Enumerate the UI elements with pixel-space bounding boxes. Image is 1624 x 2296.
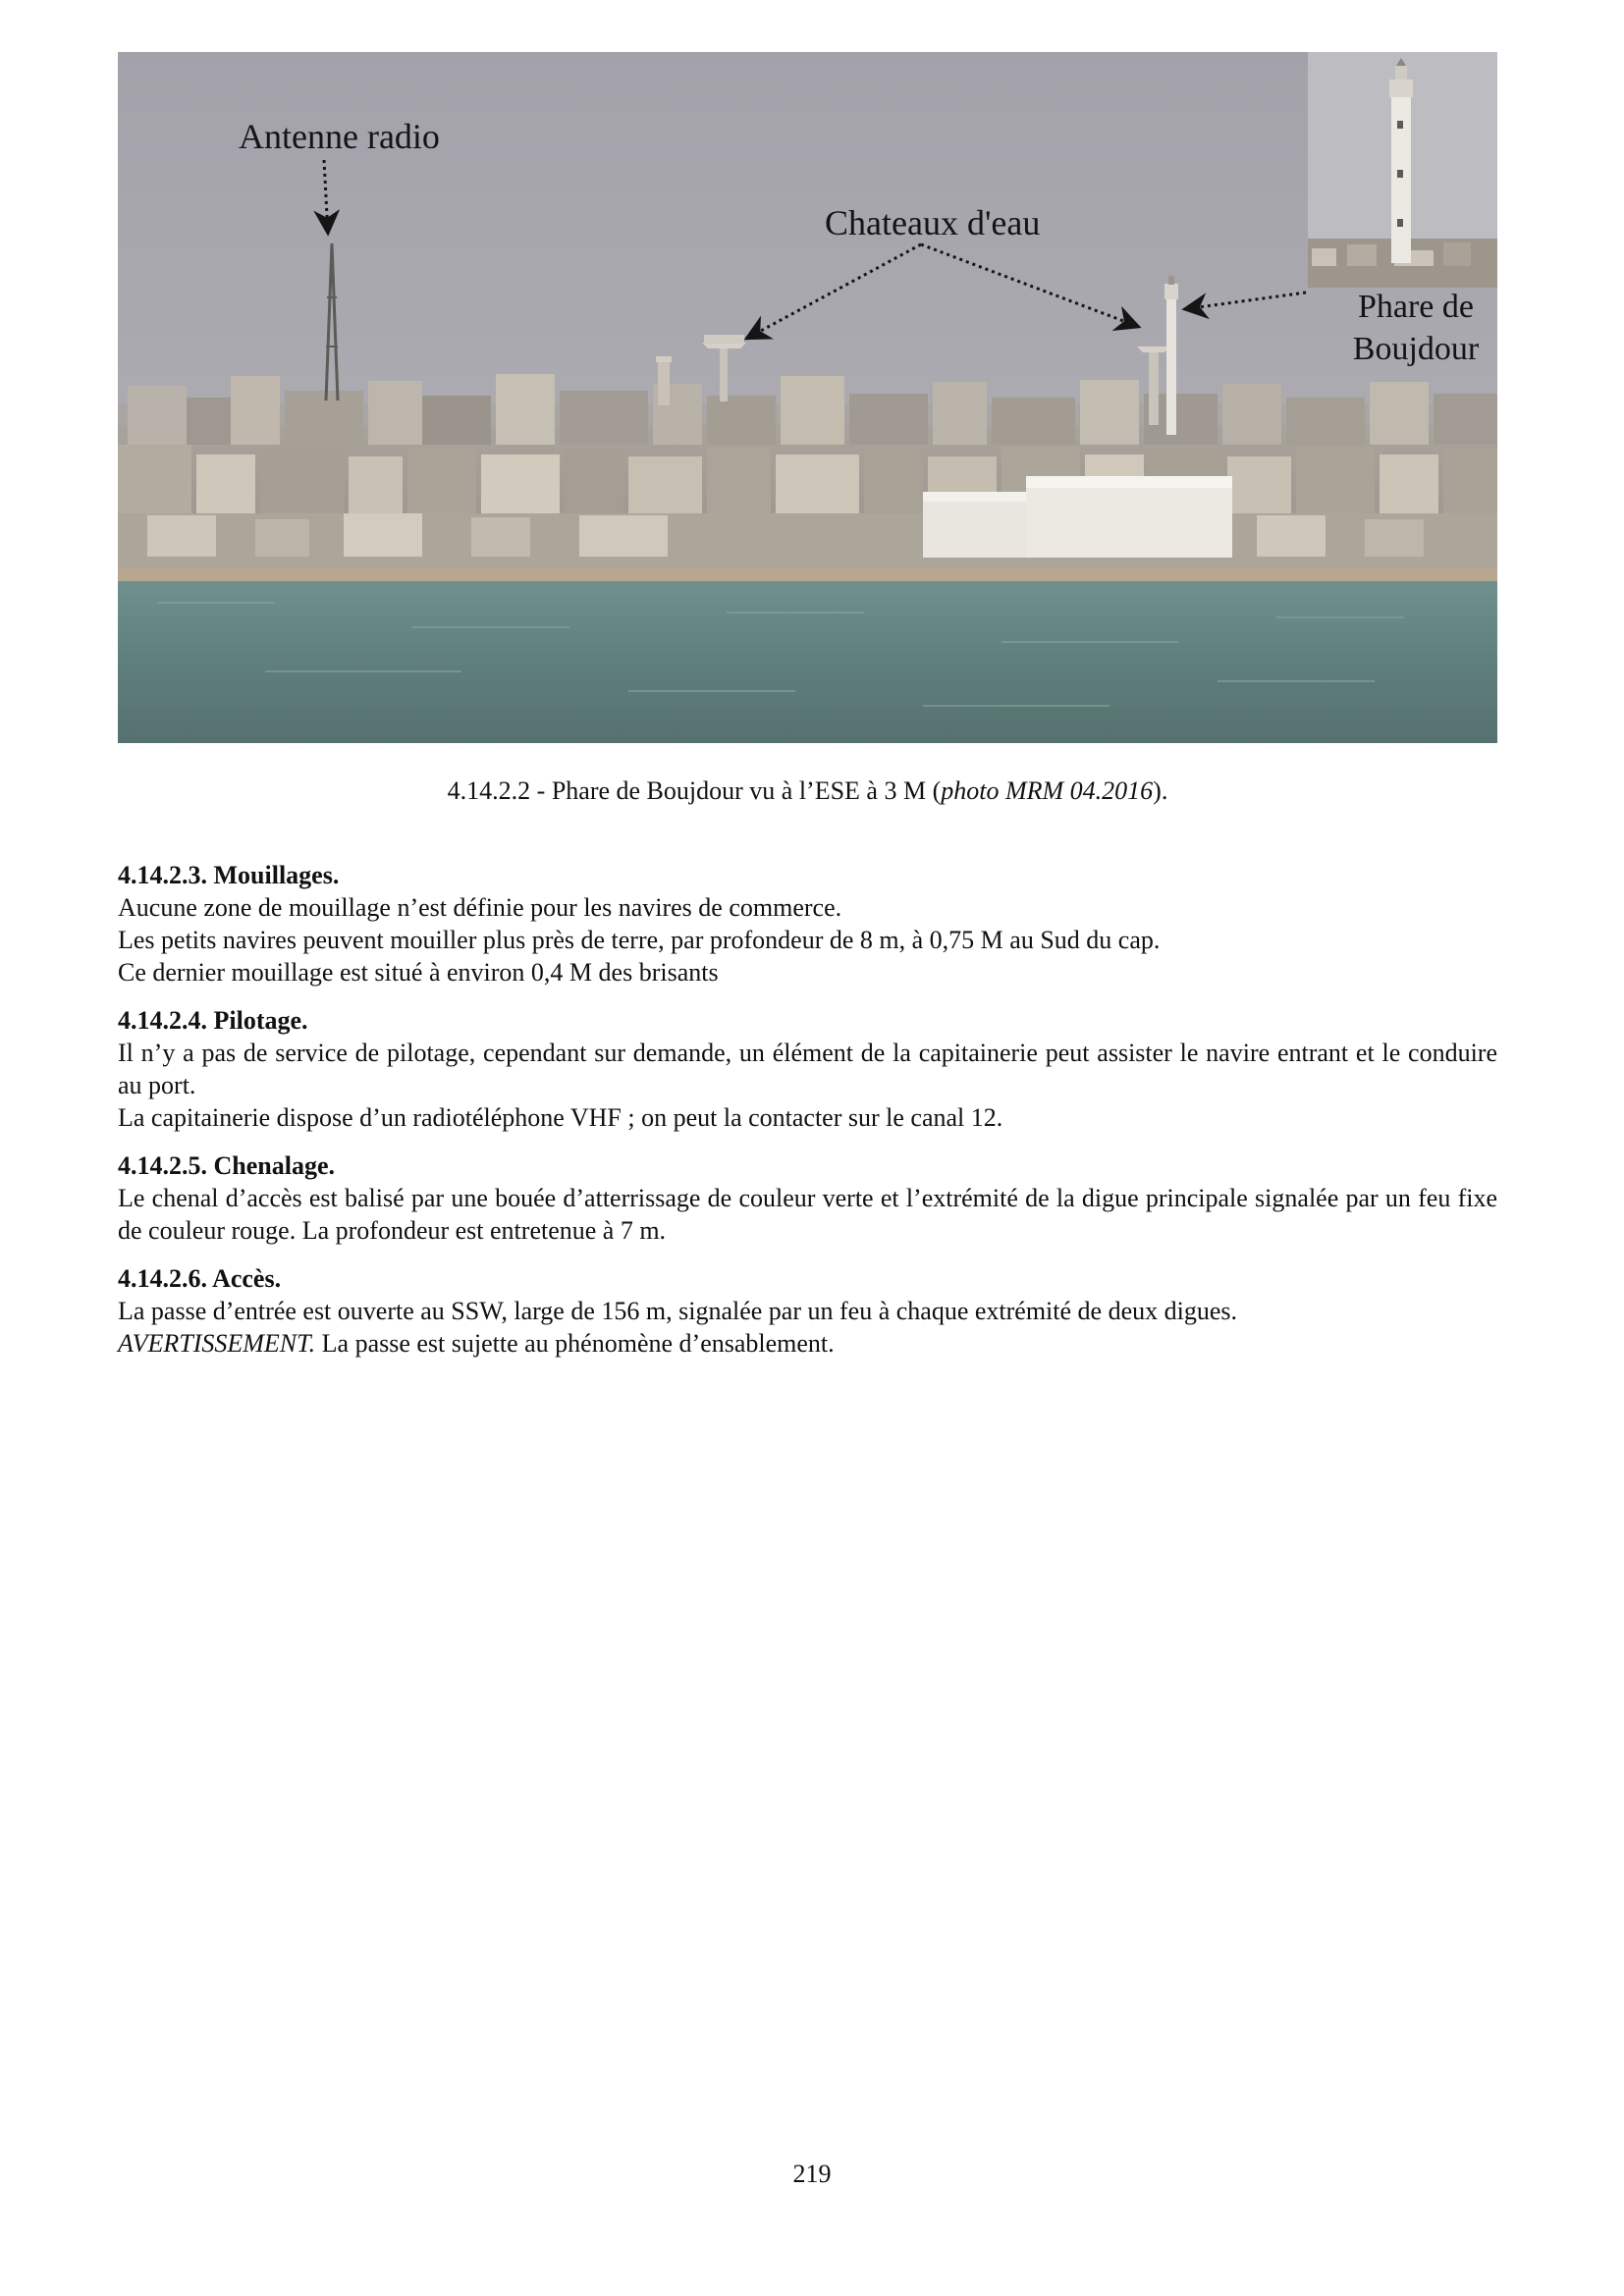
paragraph: Il n’y a pas de service de pilotage, cependant sur demande, un élément de la capitainerie peut assister le navire entrant et le conduire au port. [118, 1039, 1497, 1099]
town-buildings [118, 374, 1497, 567]
antenna-label: Antenne radio [239, 117, 440, 156]
figure-caption [118, 775, 1497, 807]
section-mouillages [118, 859, 1497, 988]
paragraph: La capitainerie dispose d’un radiotéléphone VHF ; on peut la contacter sur le canal 12. [118, 1103, 1003, 1132]
section-heading: 4.14.2.5. Chenalage. [118, 1151, 335, 1180]
sea [118, 581, 1497, 743]
harbor-photo [118, 52, 1497, 743]
section-heading: 4.14.2.4. Pilotage. [118, 1006, 308, 1035]
caption-photo-credit: photo MRM 04.2016 [941, 776, 1154, 805]
section-chenalage [118, 1149, 1497, 1247]
lighthouse-label-line1: Phare de [1357, 289, 1475, 325]
paragraph: La passe d’entrée est ouverte au SSW, large de 156 m, signalée par un feu à chaque extrémité de deux digues. [118, 1297, 1237, 1325]
caption-text: 4.14.2.2 - Phare de Boujdour vu à l’ESE à 3 M ( [447, 776, 942, 805]
page-number: 219 [792, 2160, 832, 2188]
lighthouse-label-line2: Boujdour [1352, 331, 1480, 367]
lighthouse [1164, 276, 1178, 435]
caption-end: ). [1153, 776, 1168, 805]
section-pilotage [118, 1004, 1497, 1134]
paragraph: Aucune zone de mouillage n’est définie pour les navires de commerce. [118, 893, 842, 922]
section-heading: 4.14.2.6. Accès. [118, 1264, 282, 1293]
paragraph: Le chenal d’accès est balisé par une bouée d’atterrissage de couleur verte et l’extrémité de la digue principale signalée par un feu fixe de couleur rouge. La profondeur est entretenue à 7 m. [118, 1184, 1497, 1245]
paragraph: Les petits navires peuvent mouiller plus près de terre, par profondeur de 8 m, à 0,75 M au Sud du cap. [118, 926, 1161, 954]
warning-text: La passe est sujette au phénomène d’ensablement. [315, 1329, 835, 1358]
water-towers-label: Chateaux d'eau [825, 203, 1041, 242]
photo-illustration [118, 52, 1497, 743]
section-acces [118, 1262, 1497, 1360]
warning-label: AVERTISSEMENT. [118, 1329, 316, 1358]
warning-paragraph [118, 1327, 1497, 1360]
section-heading: 4.14.2.3. Mouillages. [118, 861, 340, 889]
paragraph: Ce dernier mouillage est situé à environ 0,4 M des brisants [118, 958, 719, 987]
